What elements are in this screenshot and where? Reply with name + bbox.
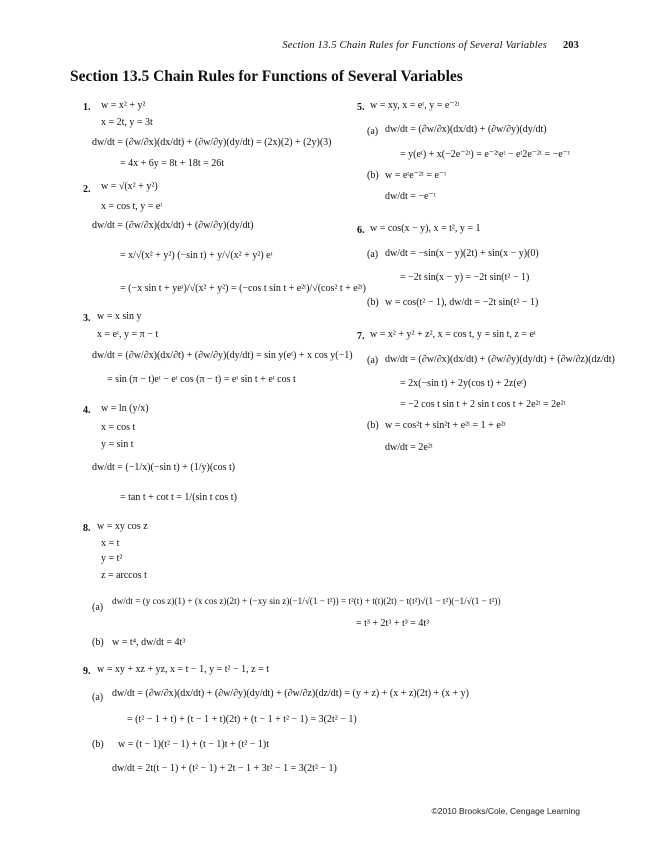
equation-line: w = x² + y² — [101, 100, 146, 111]
equation-line: dw/dt = (∂w/∂x)(dx/dt) + (∂w/∂y)(dy/dt) — [92, 220, 254, 231]
equation-line: w = cos²t + sin²t + e²ᵗ = 1 + e²ᵗ — [385, 420, 506, 431]
equation-line: x = eᵗ, y = π − t — [97, 329, 159, 340]
equation-line: dw/dt = (−1/x)(−sin t) + (1/y)(cos t) — [92, 462, 236, 473]
part-label: (b) — [92, 637, 104, 648]
part-label: (b) — [367, 170, 379, 181]
part-label: (b) — [92, 739, 104, 750]
equation-line: y = t² — [101, 553, 123, 564]
problem-number: 8. — [83, 523, 91, 534]
problem-number: 4. — [83, 405, 91, 416]
equation-line: = y(eᵗ) + x(−2e⁻²ᵗ) = e⁻²ᵗeᵗ − eᵗ2e⁻²ᵗ = −e⁻ᵗ — [400, 149, 570, 160]
page-title: Section 13.5 Chain Rules for Functions of Several Variables — [70, 68, 463, 85]
equation-line: = sin (π − t)eᵗ − eᵗ cos (π − t) = eᵗ sin t + eᵗ cos t — [107, 374, 296, 385]
part-label: (a) — [92, 692, 104, 703]
equation-line: x = cos t — [101, 422, 136, 433]
equation-line: = 4x + 6y = 8t + 18t = 26t — [120, 158, 225, 169]
equation-line: w = xy, x = eᵗ, y = e⁻²ᵗ — [370, 100, 460, 111]
equation-line: = tan t + cot t = 1/(sin t cos t) — [120, 492, 237, 503]
equation-line: dw/dt = (∂w/∂x)(dx/∂t) + (∂w/∂y)(dy/dt) = sin y(eᵗ) + x cos y(−1) — [92, 350, 353, 361]
equation-line: w = ln (y/x) — [101, 403, 149, 414]
equation-line: = (−x sin t + yeᵗ)/√(x² + y²) = (−cos t sin t + e²ᵗ)/√(cos² t + e²ᵗ) — [120, 283, 366, 294]
equation-line: w = x² + y² + z², x = cos t, y = sin t, z = eᵗ — [370, 329, 536, 340]
equation-line: z = arccos t — [101, 570, 147, 581]
part-label: (a) — [367, 126, 379, 137]
problem-number: 1. — [83, 102, 91, 113]
equation-line: w = xy + xz + yz, x = t − 1, y = t² − 1, z = t — [97, 664, 269, 675]
equation-line: x = t — [101, 538, 120, 549]
equation-line: = x/√(x² + y²) (−sin t) + y/√(x² + y²) eᵗ — [120, 250, 273, 261]
copyright-footer: ©2010 Brooks/Cole, Cengage Learning — [431, 806, 580, 816]
equation-line: w = cos(x − y), x = t², y = 1 — [370, 223, 481, 234]
equation-line: w = √(x² + y²) — [101, 181, 158, 192]
equation-line: w = (t − 1)(t² − 1) + (t − 1)t + (t² − 1)t — [118, 739, 270, 750]
equation-line: dw/dt = (∂w/∂x)(dx/dt) + (∂w/∂y)(dy/dt) — [385, 124, 547, 135]
running-header — [282, 40, 547, 51]
equation-line: dw/dt = (∂w/∂x)(dx/dt) + (∂w/∂y)(dy/dt) + (∂w/∂z)(dz/dt) — [385, 354, 615, 365]
equation-line: dw/dt = −sin(x − y)(2t) + sin(x − y)(0) — [385, 248, 539, 259]
problem-number: 6. — [357, 225, 365, 236]
equation-line: dw/dt = −e⁻ᵗ — [385, 191, 436, 202]
problem-number: 7. — [357, 331, 365, 342]
equation-line: = (t² − 1 + t) + (t − 1 + t)(2t) + (t − 1 + t² − 1) = 3(2t² − 1) — [127, 714, 357, 725]
equation-line: = −2 cos t sin t + 2 sin t cos t + 2e²ᵗ = 2e²ᵗ — [400, 399, 566, 410]
equation-line: x = cos t, y = eᵗ — [101, 201, 163, 212]
equation-line: w = x sin y — [97, 311, 142, 322]
running-title: Section 13.5 Chain Rules for Functions of Several Variables — [282, 40, 547, 51]
equation-line: = 2x(−sin t) + 2y(cos t) + 2z(eᵗ) — [400, 378, 527, 389]
part-label: (a) — [367, 249, 379, 260]
equation-line: x = 2t, y = 3t — [101, 117, 153, 128]
equation-line: w = t⁴, dw/dt = 4t³ — [112, 637, 186, 648]
equation-line: w = eᵗe⁻²ᵗ = e⁻ᵗ — [385, 170, 447, 181]
equation-line: = −2t sin(x − y) = −2t sin(t² − 1) — [400, 272, 530, 283]
problem-number: 3. — [83, 313, 91, 324]
problem-number: 9. — [83, 666, 91, 677]
equation-line: w = cos(t² − 1), dw/dt = −2t sin(t² − 1) — [385, 297, 539, 308]
part-label: (b) — [367, 420, 379, 431]
equation-line: = t³ + 2t³ + t³ = 4t³ — [356, 618, 430, 629]
equation-line: dw/dt = (∂w/∂x)(dx/dt) + (∂w/∂y)(dy/dt) + (∂w/∂z)(dz/dt) = (y + z) + (x + z)(2t) + (x + y) — [112, 688, 469, 699]
problem-number: 2. — [83, 184, 91, 195]
equation-line: w = xy cos z — [97, 521, 148, 532]
part-label: (a) — [367, 355, 379, 366]
equation-line: dw/dt = 2e²ᵗ — [385, 442, 433, 453]
part-label: (a) — [92, 602, 104, 613]
equation-line: dw/dt = (y cos z)(1) + (x cos z)(2t) + (−xy sin z)(−1/√(1 − t²)) = t²(t) + t(t)(2t) − t(t²)√(1 − t²)(−1/√(1 − t²)) — [112, 596, 501, 606]
part-label: (b) — [367, 297, 379, 308]
equation-line: dw/dt = 2t(t − 1) + (t² − 1) + 2t − 1 + 3t² − 1 = 3(2t² − 1) — [112, 763, 337, 774]
page-number: 203 — [563, 40, 579, 51]
equation-line: y = sin t — [101, 439, 134, 450]
problem-number: 5. — [357, 102, 365, 113]
equation-line: dw/dt = (∂w/∂x)(dx/dt) + (∂w/∂y)(dy/dt) = (2x)(2) + (2y)(3) — [92, 137, 332, 148]
